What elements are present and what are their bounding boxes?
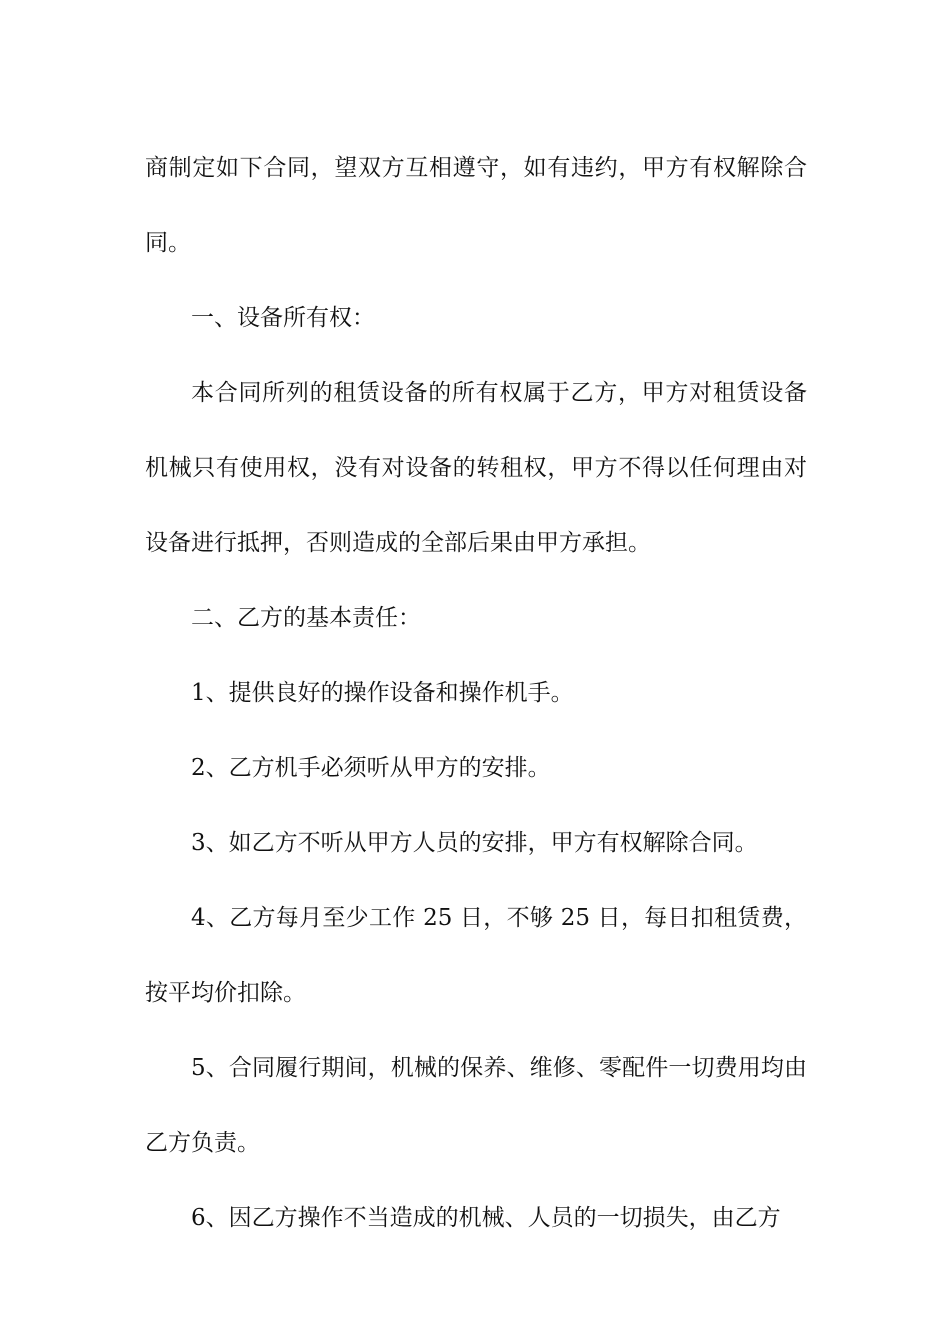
list-item-6: 6、因乙方操作不当造成的机械、人员的一切损失，由乙方 (191, 1205, 781, 1231)
section-heading-equipment-ownership: 一、设备所有权： (191, 305, 375, 331)
list-item-4: 4、乙方每月至少工作 25 日，不够 25 日，每日扣租赁费，按平均价扣除。 (145, 905, 807, 1006)
contract-text-body (145, 131, 807, 1256)
paragraph-continuation: 商制定如下合同，望双方互相遵守，如有违约，甲方有权解除合同。 (145, 155, 807, 256)
section-heading-party-b-responsibilities: 二、乙方的基本责任： (191, 605, 421, 631)
list-item-1: 1、提供良好的操作设备和操作机手。 (191, 680, 574, 706)
list-item-5: 5、合同履行期间，机械的保养、维修、零配件一切费用均由乙方负责。 (145, 1055, 807, 1156)
list-item-3: 3、如乙方不听从甲方人员的安排，甲方有权解除合同。 (191, 830, 758, 856)
paragraph-ownership-terms: 本合同所列的租赁设备的所有权属于乙方，甲方对租赁设备机械只有使用权，没有对设备的转租权，甲方不得以任何理由对设备进行抵押，否则造成的全部后果由甲方承担。 (145, 380, 807, 556)
list-item-2: 2、乙方机手必须听从甲方的安排。 (191, 755, 551, 781)
